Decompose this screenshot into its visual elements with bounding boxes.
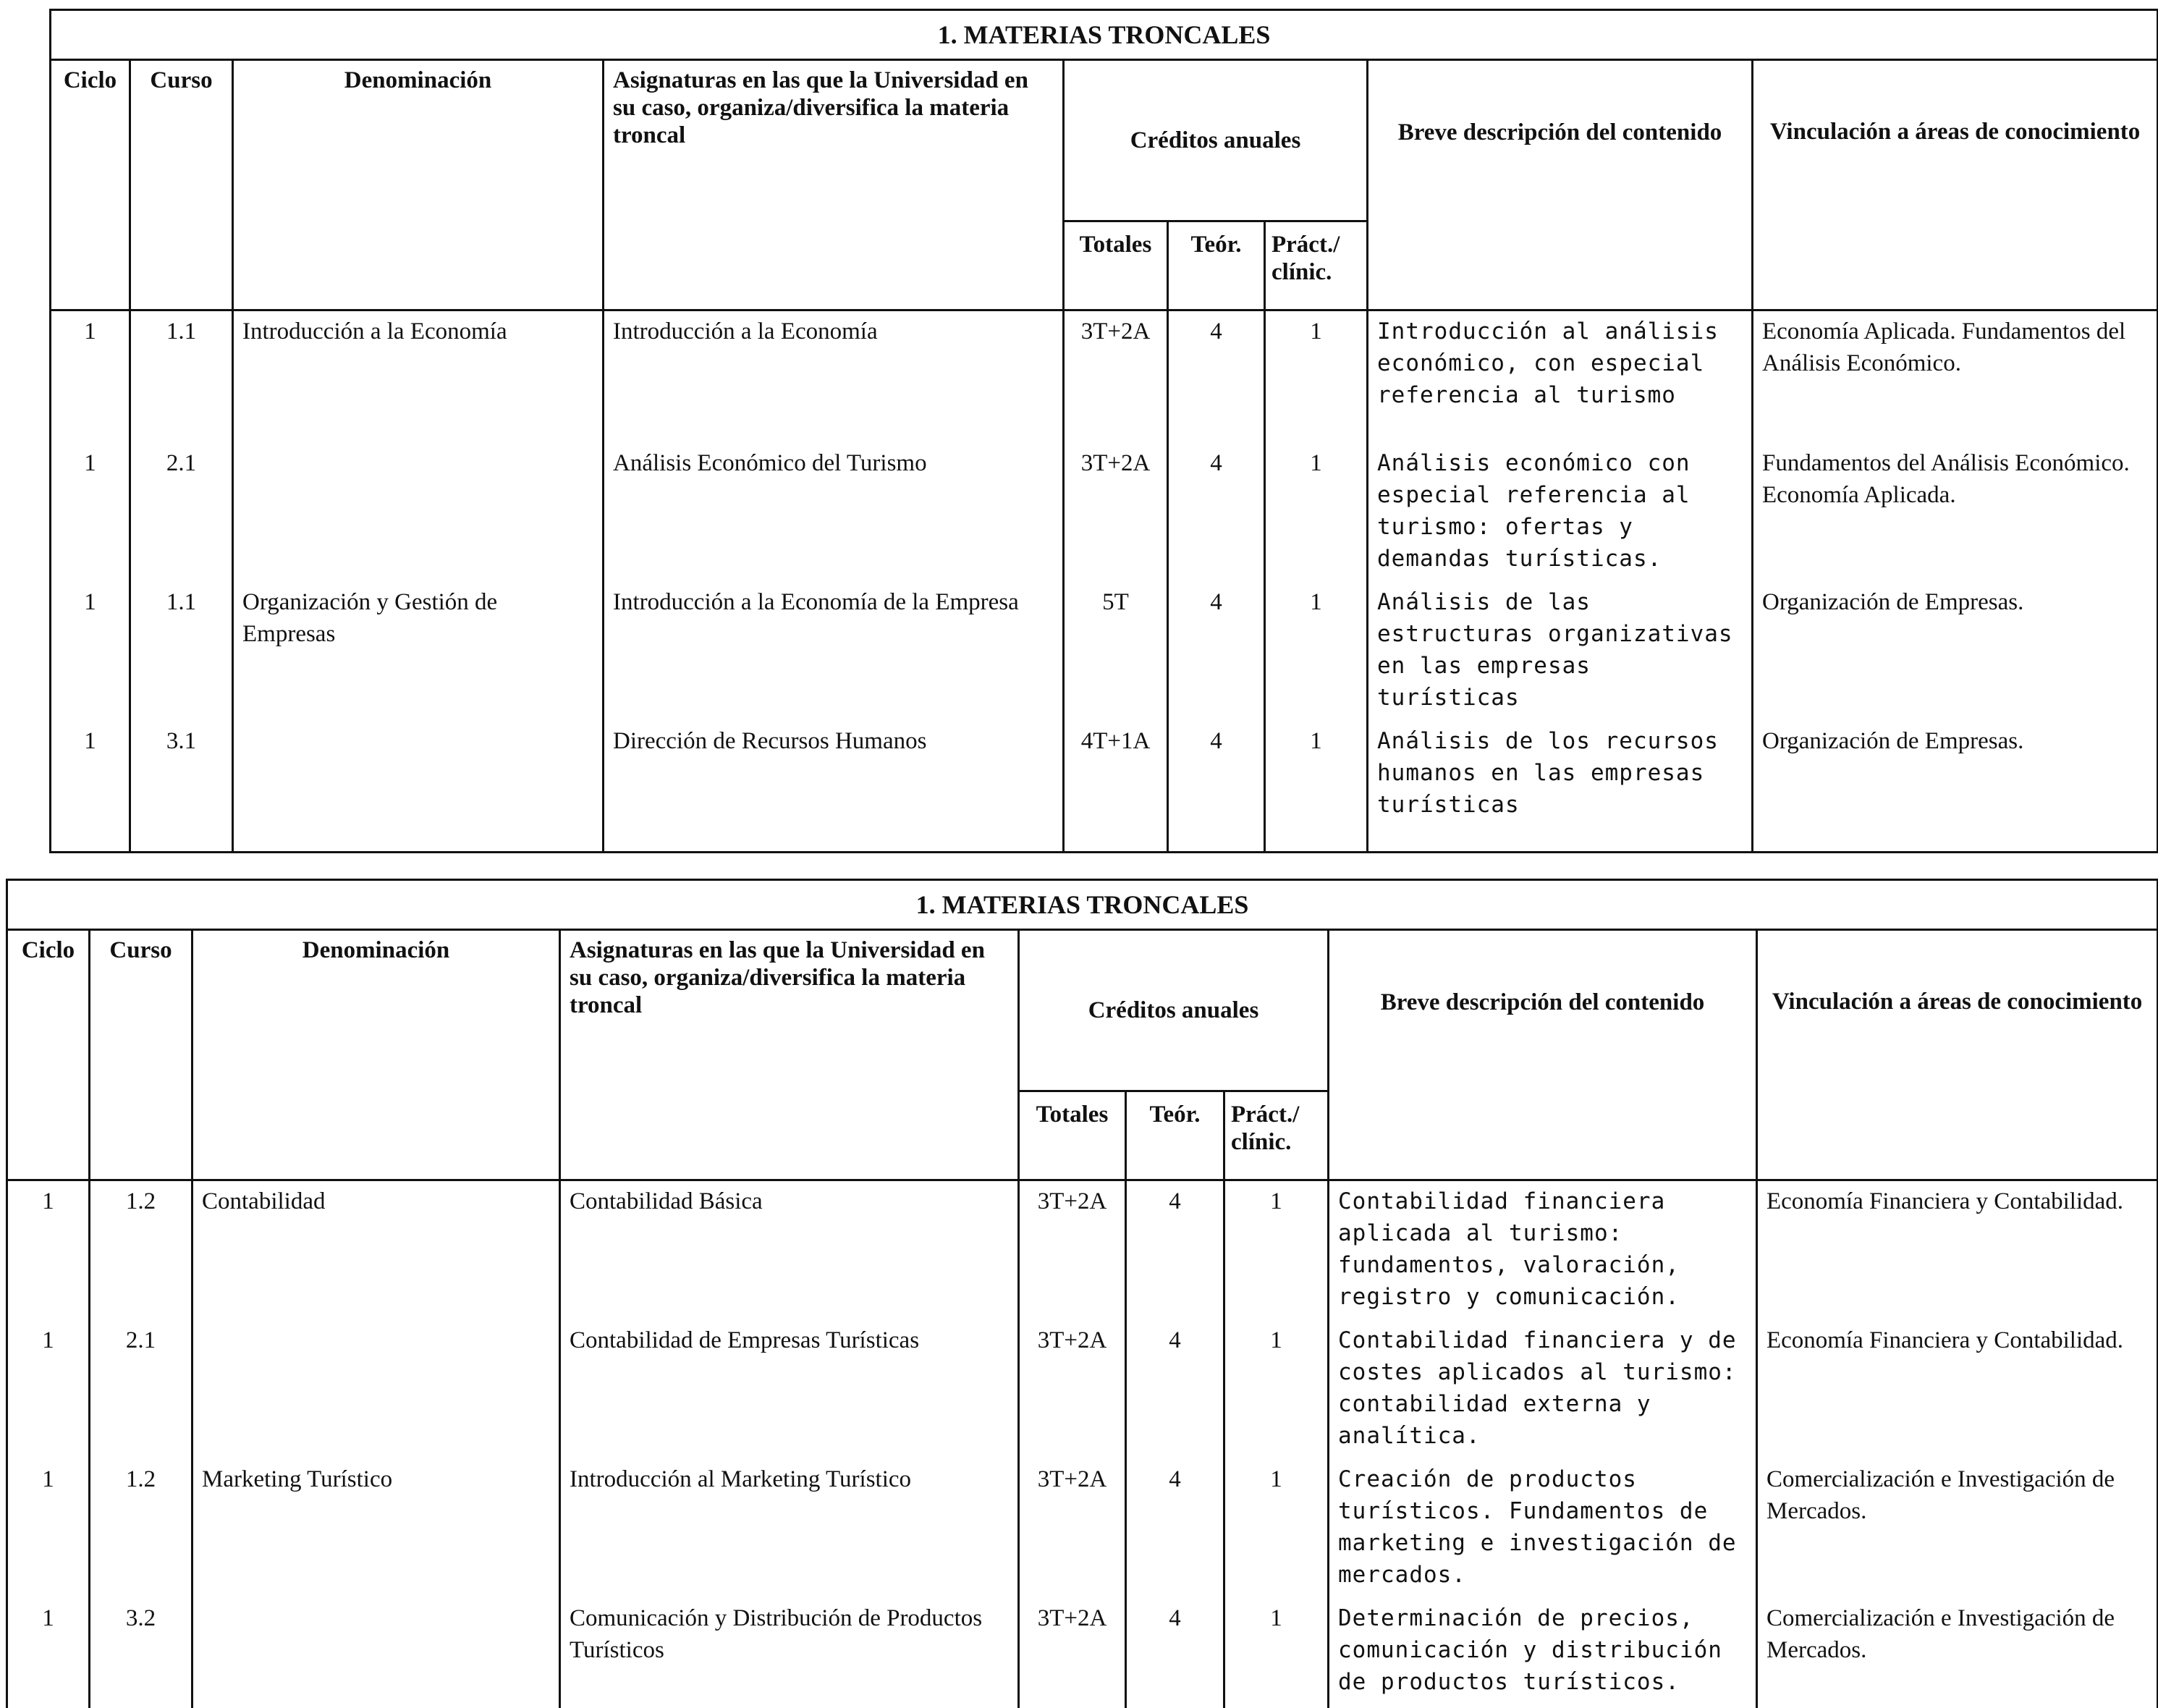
cell-descripcion: Contabilidad financiera y de costes aplicados al turismo: contabilidad externa y analítica. xyxy=(1329,1319,1757,1458)
cell-ciclo: 1 xyxy=(51,719,130,853)
cell-totales: 3T+2A xyxy=(1064,441,1168,580)
header-curso: Curso xyxy=(90,930,192,1180)
cell-ciclo: 1 xyxy=(7,1319,90,1458)
cell-descripcion: Análisis económico con especial referencia al turismo: ofertas y demandas turísticas. xyxy=(1368,441,1753,580)
header-denominacion: Denominación xyxy=(233,60,604,310)
header-ciclo: Ciclo xyxy=(51,60,130,310)
header-teor: Teór. xyxy=(1168,221,1265,310)
cell-teor: 4 xyxy=(1168,441,1265,580)
cell-pract: 1 xyxy=(1224,1458,1329,1597)
cell-pract: 1 xyxy=(1224,1180,1329,1319)
materias-troncales-table-2 xyxy=(6,879,2158,1708)
cell-curso: 1.2 xyxy=(90,1458,192,1597)
cell-asignatura: Introducción al Marketing Turístico xyxy=(560,1458,1019,1597)
header-asignaturas: Asignaturas en las que la Universidad en su caso, organiza/diversifica la materia troncal xyxy=(604,60,1064,310)
cell-teor: 4 xyxy=(1168,580,1265,719)
cell-denominacion: Contabilidad xyxy=(192,1180,560,1319)
cell-teor: 4 xyxy=(1168,310,1265,442)
cell-asignatura: Dirección de Recursos Humanos xyxy=(604,719,1064,853)
table-title: 1. MATERIAS TRONCALES xyxy=(7,880,2158,930)
cell-totales: 4T+1A xyxy=(1064,719,1168,853)
cell-teor: 4 xyxy=(1126,1319,1224,1458)
cell-vinculacion: Economía Aplicada. Fundamentos del Análisis Económico. xyxy=(1753,310,2158,442)
cell-ciclo: 1 xyxy=(51,310,130,442)
cell-vinculacion: Comercialización e Investigación de Mercados. xyxy=(1757,1458,2158,1597)
cell-descripcion: Introducción al análisis económico, con especial referencia al turismo xyxy=(1368,310,1753,442)
cell-asignatura: Contabilidad de Empresas Turísticas xyxy=(560,1319,1019,1458)
cell-totales: 3T+2A xyxy=(1019,1180,1126,1319)
cell-totales: 3T+2A xyxy=(1019,1458,1126,1597)
table-row xyxy=(7,1180,2158,1319)
header-creditos-anuales: Créditos anuales xyxy=(1019,930,1329,1091)
cell-curso: 3.2 xyxy=(90,1597,192,1708)
cell-curso: 2.1 xyxy=(90,1319,192,1458)
cell-denominacion xyxy=(192,1319,560,1458)
cell-pract: 1 xyxy=(1224,1597,1329,1708)
cell-vinculacion: Economía Financiera y Contabilidad. xyxy=(1757,1319,2158,1458)
cell-pract: 1 xyxy=(1224,1319,1329,1458)
cell-totales: 3T+2A xyxy=(1064,310,1168,442)
header-denominacion: Denominación xyxy=(192,930,560,1180)
header-teor: Teór. xyxy=(1126,1091,1224,1180)
cell-pract: 1 xyxy=(1265,310,1368,442)
cell-descripcion: Análisis de los recursos humanos en las empresas turísticas xyxy=(1368,719,1753,853)
header-totales: Totales xyxy=(1019,1091,1126,1180)
cell-curso: 1.1 xyxy=(130,580,233,719)
cell-descripcion: Análisis de las estructuras organizativas en las empresas turísticas xyxy=(1368,580,1753,719)
cell-curso: 1.1 xyxy=(130,310,233,442)
cell-curso: 2.1 xyxy=(130,441,233,580)
table-row xyxy=(51,719,2158,853)
cell-denominacion: Marketing Turístico xyxy=(192,1458,560,1597)
materias-troncales-table-1 xyxy=(49,9,2158,853)
header-pract: Práct./ clínic. xyxy=(1265,221,1368,310)
cell-teor: 4 xyxy=(1126,1458,1224,1597)
header-descripcion: Breve descripción del contenido xyxy=(1368,60,1753,310)
cell-asignatura: Introducción a la Economía de la Empresa xyxy=(604,580,1064,719)
cell-pract: 1 xyxy=(1265,580,1368,719)
cell-denominacion: Organización y Gestión de Empresas xyxy=(233,580,604,719)
header-totales: Totales xyxy=(1064,221,1168,310)
header-vinculacion: Vinculación a áreas de conocimiento xyxy=(1757,930,2158,1180)
cell-teor: 4 xyxy=(1126,1180,1224,1319)
header-asignaturas: Asignaturas en las que la Universidad en su caso, organiza/diversifica la materia troncal xyxy=(560,930,1019,1180)
header-ciclo: Ciclo xyxy=(7,930,90,1180)
table-row xyxy=(51,441,2158,580)
table-row xyxy=(51,310,2158,442)
header-pract: Práct./ clínic. xyxy=(1224,1091,1329,1180)
cell-ciclo: 1 xyxy=(7,1180,90,1319)
cell-denominacion xyxy=(233,719,604,853)
header-descripcion: Breve descripción del contenido xyxy=(1329,930,1757,1180)
cell-denominacion xyxy=(192,1597,560,1708)
cell-vinculacion: Economía Financiera y Contabilidad. xyxy=(1757,1180,2158,1319)
table-row xyxy=(51,580,2158,719)
table-row xyxy=(7,1458,2158,1597)
cell-descripcion: Creación de productos turísticos. Fundamentos de marketing e investigación de mercados. xyxy=(1329,1458,1757,1597)
cell-asignatura: Contabilidad Básica xyxy=(560,1180,1019,1319)
cell-descripcion: Determinación de precios, comunicación y distribución de productos turísticos. xyxy=(1329,1597,1757,1708)
cell-vinculacion: Organización de Empresas. xyxy=(1753,719,2158,853)
cell-asignatura: Comunicación y Distribución de Productos Turísticos xyxy=(560,1597,1019,1708)
cell-denominacion: Introducción a la Economía xyxy=(233,310,604,442)
cell-ciclo: 1 xyxy=(51,580,130,719)
header-creditos-anuales: Créditos anuales xyxy=(1064,60,1368,221)
header-vinculacion: Vinculación a áreas de conocimiento xyxy=(1753,60,2158,310)
cell-teor: 4 xyxy=(1168,719,1265,853)
cell-pract: 1 xyxy=(1265,441,1368,580)
cell-vinculacion: Organización de Empresas. xyxy=(1753,580,2158,719)
cell-totales: 3T+2A xyxy=(1019,1319,1126,1458)
cell-asignatura: Análisis Económico del Turismo xyxy=(604,441,1064,580)
cell-vinculacion: Fundamentos del Análisis Económico. Economía Aplicada. xyxy=(1753,441,2158,580)
table-row xyxy=(7,1597,2158,1708)
header-curso: Curso xyxy=(130,60,233,310)
cell-curso: 1.2 xyxy=(90,1180,192,1319)
cell-pract: 1 xyxy=(1265,719,1368,853)
cell-descripcion: Contabilidad financiera aplicada al turismo: fundamentos, valoración, registro y comunicación. xyxy=(1329,1180,1757,1319)
cell-totales: 5T xyxy=(1064,580,1168,719)
cell-curso: 3.1 xyxy=(130,719,233,853)
cell-asignatura: Introducción a la Economía xyxy=(604,310,1064,442)
cell-denominacion xyxy=(233,441,604,580)
cell-vinculacion: Comercialización e Investigación de Mercados. xyxy=(1757,1597,2158,1708)
table-row xyxy=(7,1319,2158,1458)
cell-ciclo: 1 xyxy=(51,441,130,580)
cell-ciclo: 1 xyxy=(7,1458,90,1597)
cell-teor: 4 xyxy=(1126,1597,1224,1708)
cell-ciclo: 1 xyxy=(7,1597,90,1708)
table-title: 1. MATERIAS TRONCALES xyxy=(51,10,2158,60)
cell-totales: 3T+2A xyxy=(1019,1597,1126,1708)
